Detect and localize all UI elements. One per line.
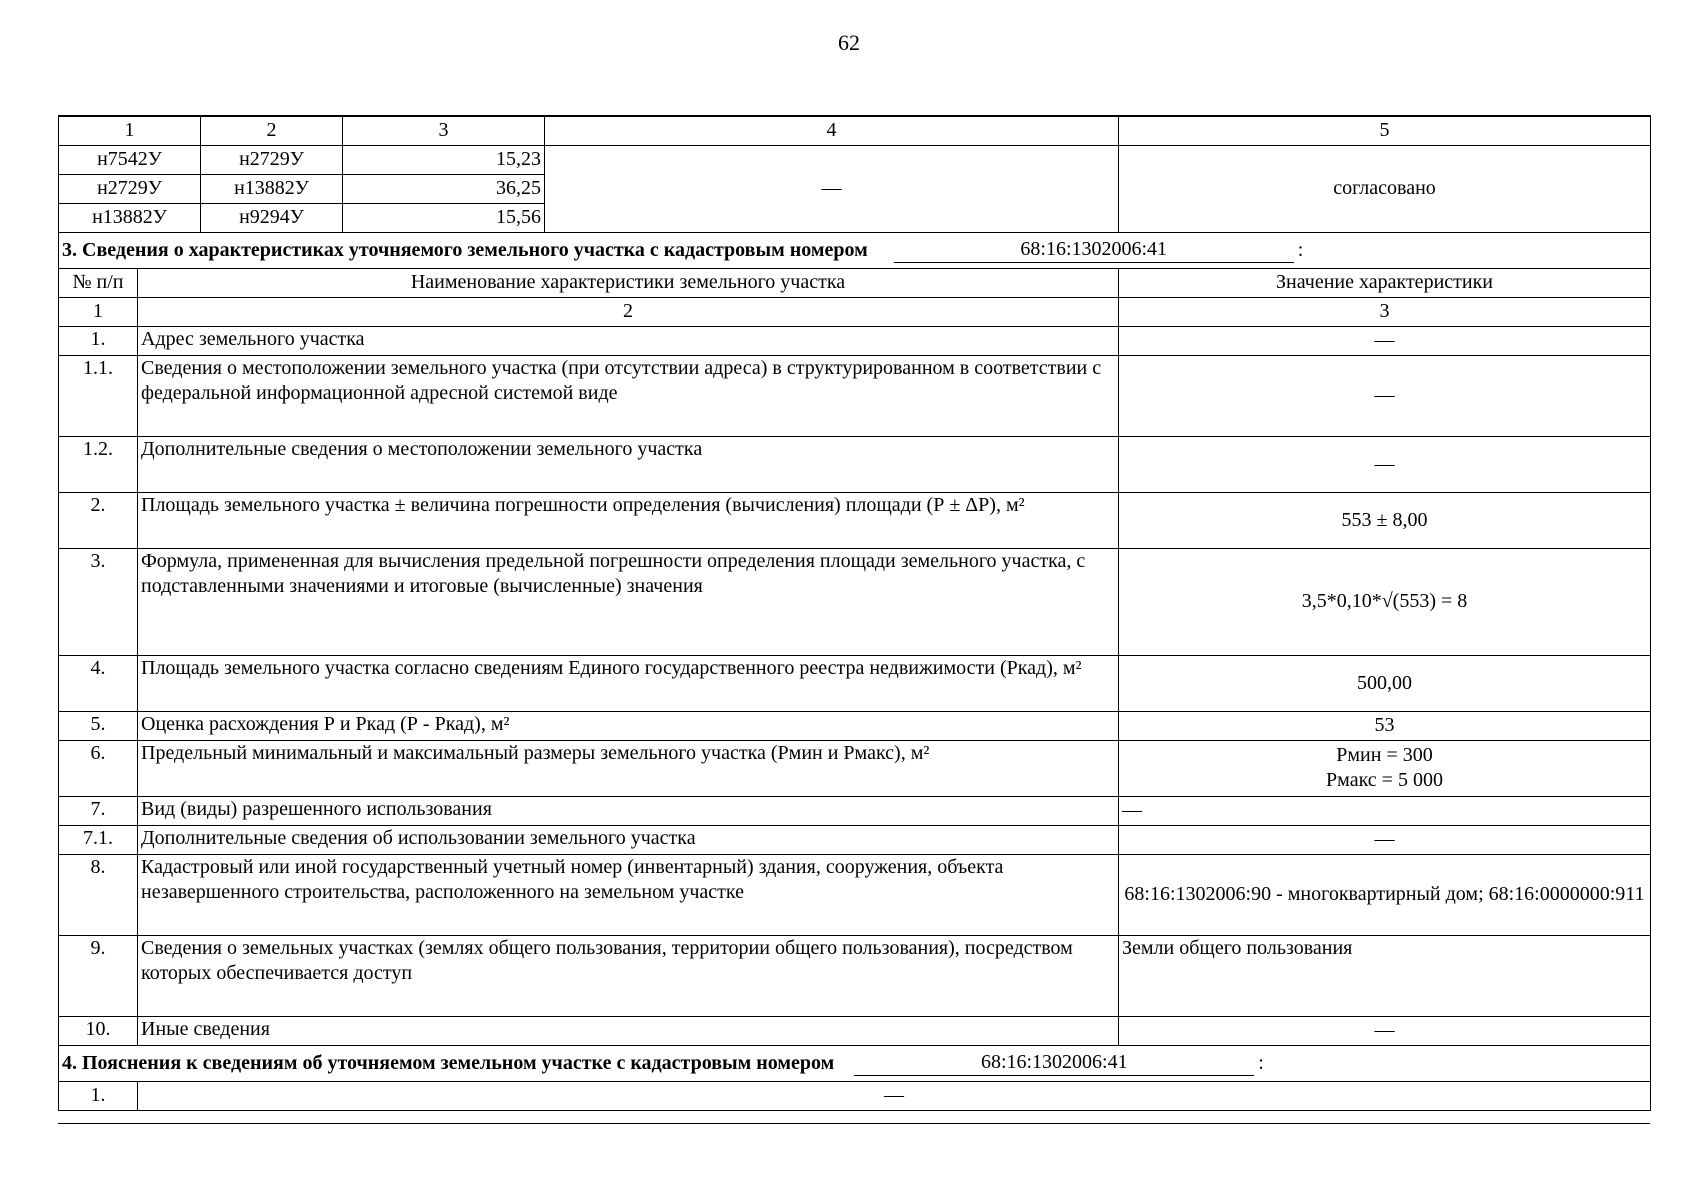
row-value: — [1119,355,1651,436]
table-row [59,854,1651,935]
segment-col4-value: — [545,145,1119,232]
row-name: Дополнительные сведения об использовании земельного участка [138,825,1119,854]
row-value: 3,5*0,10*√(553) = 8 [1119,548,1651,655]
row-num: 1. [59,1081,138,1110]
header-num-1: 1 [59,297,138,326]
top-header-1: 1 [59,116,201,145]
segment-length: 15,23 [343,145,545,174]
row-name: Площадь земельного участка согласно сведениям Единого государственного реестра недвижимости (Ркад), м² [138,655,1119,711]
row-value: — [1119,326,1651,355]
section4-title-cell [59,1045,1651,1081]
row-num: 1.1. [59,355,138,436]
section3-colon: : [1297,239,1304,261]
row-value: — [1119,1016,1651,1045]
row-num: 10. [59,1016,138,1045]
section3-title: 3. Сведения о характеристиках уточняемого земельного участка с кадастровым номером [62,239,868,261]
section3-header-num-row [59,297,1651,326]
row-value: Земли общего пользования [1119,935,1651,1016]
table-row [59,796,1651,825]
row-num: 5. [59,711,138,740]
section3-title-cell [59,232,1651,268]
header-value: Значение характеристики [1119,268,1651,297]
row-value: 68:16:1302006:90 - многоквартирный дом; 68:16:0000000:911 [1119,854,1651,935]
row-name: Сведения о земельных участках (землях общего пользования, территории общего пользования), посредством которых обеспечивается доступ [138,935,1119,1016]
row-num: 8. [59,854,138,935]
table-row [59,711,1651,740]
segment-length: 36,25 [343,174,545,203]
segment-to: н13882У [201,174,343,203]
table-row [59,655,1651,711]
characteristics-table [58,115,1651,1111]
row-value: 553 ± 8,00 [1119,492,1651,548]
page-number: 62 [838,30,860,55]
row-value: — [138,1081,1651,1110]
row-name: Вид (виды) разрешенного использования [138,796,1119,825]
section3-header-row [59,268,1651,297]
row-name: Оценка расхождения Р и Ркад (Р - Ркад), м² [138,711,1119,740]
segment-status: согласовано [1119,145,1651,232]
segment-from: н13882У [59,203,201,232]
row-name: Кадастровый или иной государственный учетный номер (инвентарный) здания, сооружения, объекта незавершенного строительства, расположенного на земельном участке [138,854,1119,935]
row-num: 9. [59,935,138,1016]
row-value: 53 [1119,711,1651,740]
row-name: Сведения о местоположении земельного участка (при отсутствии адреса) в структурированном в соответствии с федеральной информационной адресной системой виде [138,355,1119,436]
section3-title-row [59,232,1651,268]
table-row [59,740,1651,796]
row-value [1119,740,1651,796]
table-row [59,355,1651,436]
row-num: 4. [59,655,138,711]
row-num: 7. [59,796,138,825]
table-row [59,326,1651,355]
row-name: Площадь земельного участка ± величина погрешности определения (вычисления) площади (Р ± ΔР), м² [138,492,1119,548]
header-num-3: 3 [1119,297,1651,326]
table-row [59,548,1651,655]
segment-from: н7542У [59,145,201,174]
row-value: — [1119,436,1651,492]
row-value-line: Рмакс = 5 000 [1326,769,1443,791]
row-value: — [1119,825,1651,854]
header-name: Наименование характеристики земельного участка [138,268,1119,297]
bottom-rule [58,1123,1650,1124]
section3-cadastral-number: 68:16:1302006:41 [894,237,1294,263]
row-name: Дополнительные сведения о местоположении земельного участка [138,436,1119,492]
row-num: 2. [59,492,138,548]
row-name: Адрес земельного участка [138,326,1119,355]
header-num-2: 2 [138,297,1119,326]
segment-to: н2729У [201,145,343,174]
document-table [58,115,1650,1111]
row-num: 1.2. [59,436,138,492]
top-header-3: 3 [343,116,545,145]
row-value-line: Рмин = 300 [1336,744,1433,766]
row-name: Предельный минимальный и максимальный размеры земельного участка (Рмин и Рмакс), м² [138,740,1119,796]
row-num: 7.1. [59,825,138,854]
header-num: № п/п [59,268,138,297]
row-num: 1. [59,326,138,355]
section4-cadastral-number: 68:16:1302006:41 [854,1050,1254,1076]
row-value: 500,00 [1119,655,1651,711]
table-row [59,436,1651,492]
row-name: Формула, примененная для вычисления предельной погрешности определения площади земельного участка, с подставленными значениями и итоговые (вычисленные) значения [138,548,1119,655]
table-row [59,825,1651,854]
table-row [59,1016,1651,1045]
section4-title: 4. Пояснения к сведениям об уточняемом земельном участке с кадастровым номером [62,1052,835,1074]
segment-from: н2729У [59,174,201,203]
table-row [59,145,1651,174]
top-header-4: 4 [545,116,1119,145]
row-num: 6. [59,740,138,796]
table-row [59,935,1651,1016]
section4-title-row [59,1045,1651,1081]
table-row [59,1081,1651,1110]
row-num: 3. [59,548,138,655]
segment-to: н9294У [201,203,343,232]
top-header-5: 5 [1119,116,1651,145]
row-value: — [1119,796,1651,825]
segment-length: 15,56 [343,203,545,232]
section4-colon: : [1258,1052,1264,1074]
top-header-2: 2 [201,116,343,145]
top-table-header-row [59,116,1651,145]
row-name: Иные сведения [138,1016,1119,1045]
table-row [59,492,1651,548]
